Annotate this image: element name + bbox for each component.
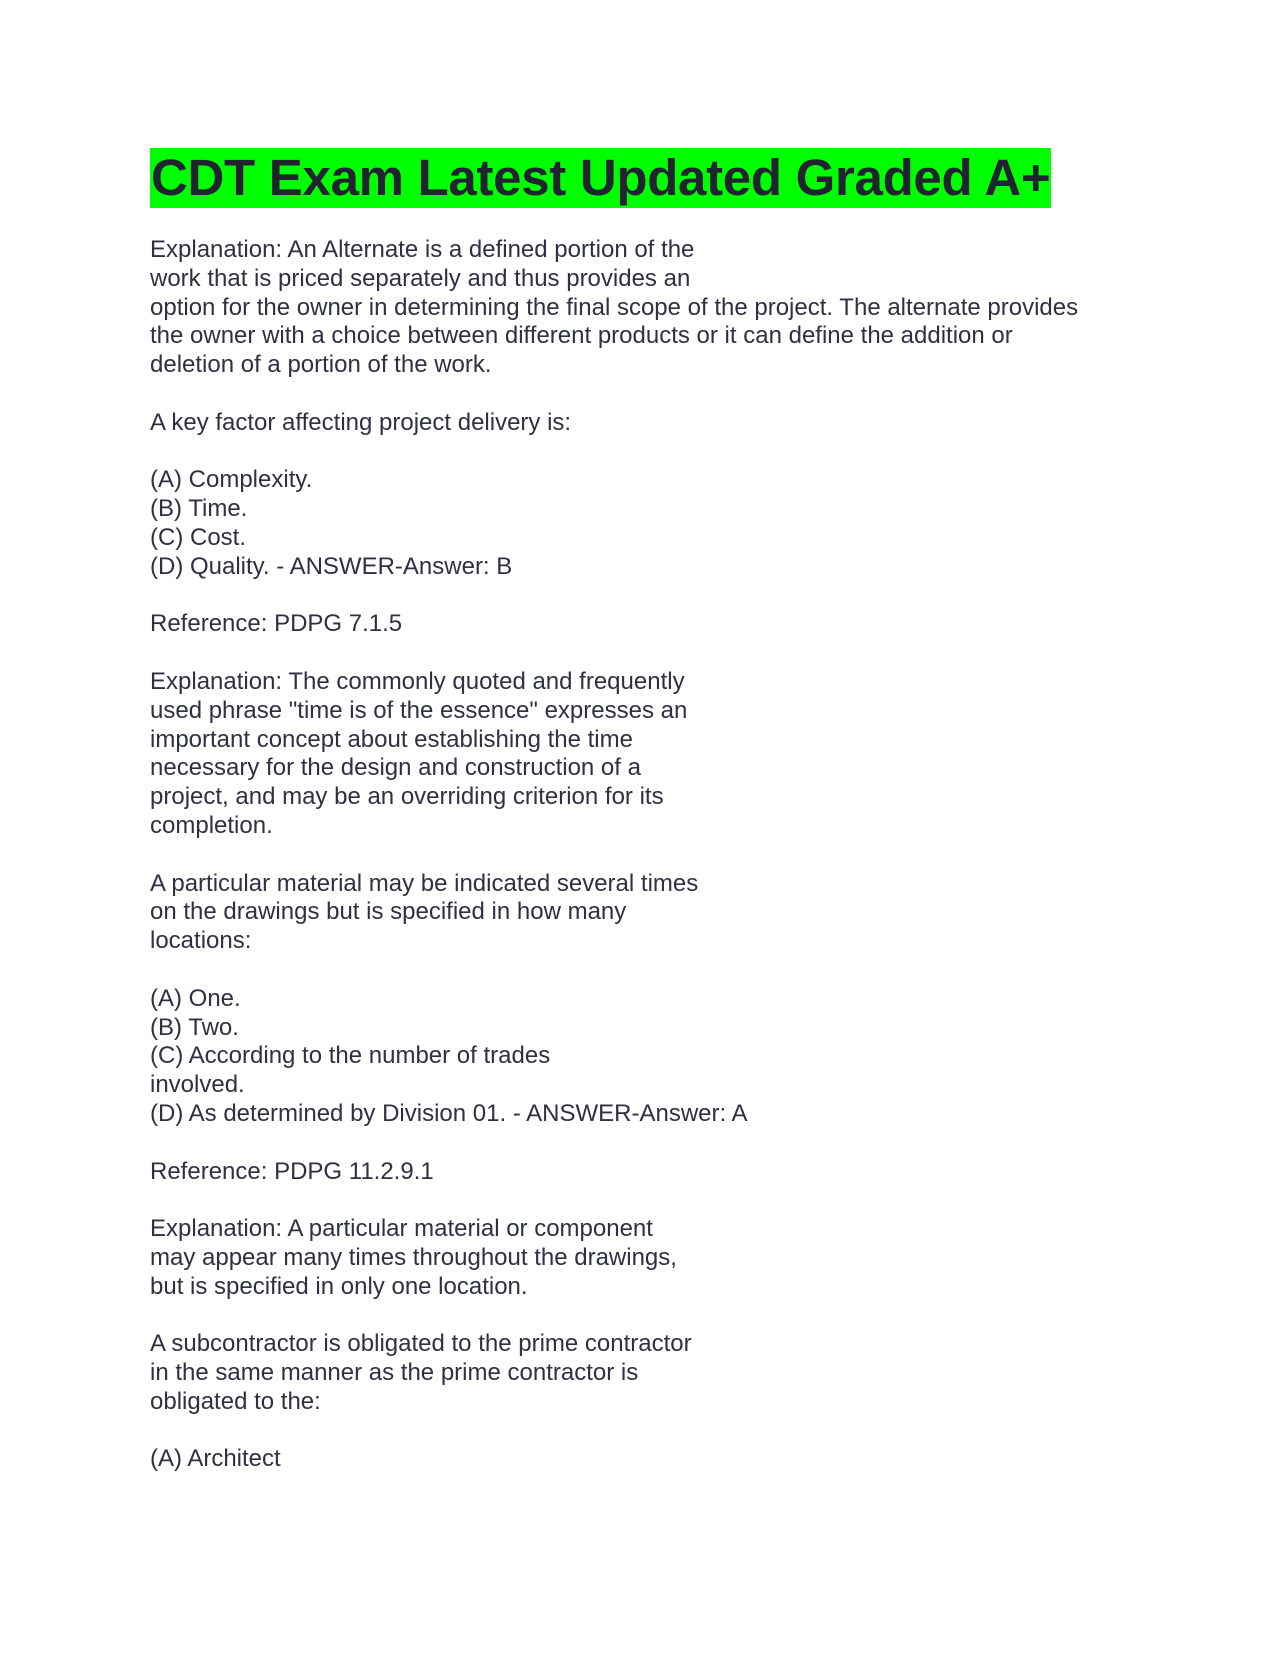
paragraph-gap (150, 1417, 1150, 1446)
paragraph-gap (150, 438, 1150, 467)
document-page (150, 148, 1150, 1474)
text-line: may appear many times throughout the drawings, (150, 1243, 677, 1271)
paragraph-gap (150, 582, 1150, 611)
paragraph-gap (150, 1129, 1150, 1158)
text-line: necessary for the design and construction of a (150, 754, 641, 782)
text-line: (C) According to the number of trades (150, 1042, 551, 1070)
text-line: Reference: PDPG 11.2.9.1 (150, 1157, 434, 1185)
text-line: used phrase "time is of the essence" expresses an (150, 696, 688, 724)
text-line: project, and may be an overriding criterion for its (150, 783, 664, 811)
text-line: obligated to the: (150, 1387, 321, 1415)
text-line: involved. (150, 1071, 245, 1099)
text-line: option for the owner in determining the final scope of the project. The alternate provides (150, 293, 1079, 321)
text-line: A subcontractor is obligated to the prime contractor (150, 1330, 692, 1358)
text-line: completion. (150, 811, 273, 839)
title-container (150, 148, 1150, 208)
document-title: CDT Exam Latest Updated Graded A+ (151, 149, 1051, 206)
paragraph-gap (150, 1186, 1150, 1215)
text-line: on the drawings but is specified in how many (150, 898, 627, 926)
text-line: A particular material may be indicated several times (150, 869, 699, 897)
text-line: (B) Time. (150, 495, 248, 523)
text-line: Reference: PDPG 7.1.5 (150, 610, 403, 638)
text-line: (D) As determined by Division 01. - ANSWER-Answer: A (150, 1099, 748, 1127)
text-line: the owner with a choice between different products or it can define the addition or (150, 322, 1013, 350)
text-line: A key factor affecting project delivery is: (150, 408, 572, 436)
paragraph-gap (150, 639, 1150, 668)
text-line: (A) One. (150, 984, 241, 1012)
paragraph-gap (150, 841, 1150, 870)
text-line: locations: (150, 927, 252, 955)
text-line: (B) Two. (150, 1013, 239, 1041)
text-line: (D) Quality. - ANSWER-Answer: B (150, 552, 513, 580)
text-line: Explanation: A particular material or component (150, 1215, 653, 1243)
text-line: (A) Complexity. (150, 466, 313, 494)
paragraph-gap (150, 956, 1150, 985)
text-line: work that is priced separately and thus provides an (150, 264, 691, 292)
text-line: in the same manner as the prime contractor is (150, 1359, 639, 1387)
text-line: deletion of a portion of the work. (150, 351, 492, 379)
text-line: but is specified in only one location. (150, 1272, 528, 1300)
text-line: (C) Cost. (150, 523, 246, 551)
text-line: Explanation: The commonly quoted and frequently (150, 667, 685, 695)
paragraph-gap (150, 1301, 1150, 1330)
text-line: Explanation: An Alternate is a defined portion of the (150, 236, 695, 263)
text-line: (A) Architect (150, 1445, 281, 1473)
paragraph-gap (150, 380, 1150, 409)
document-body (150, 236, 1150, 1474)
text-line: important concept about establishing the time (150, 725, 633, 753)
